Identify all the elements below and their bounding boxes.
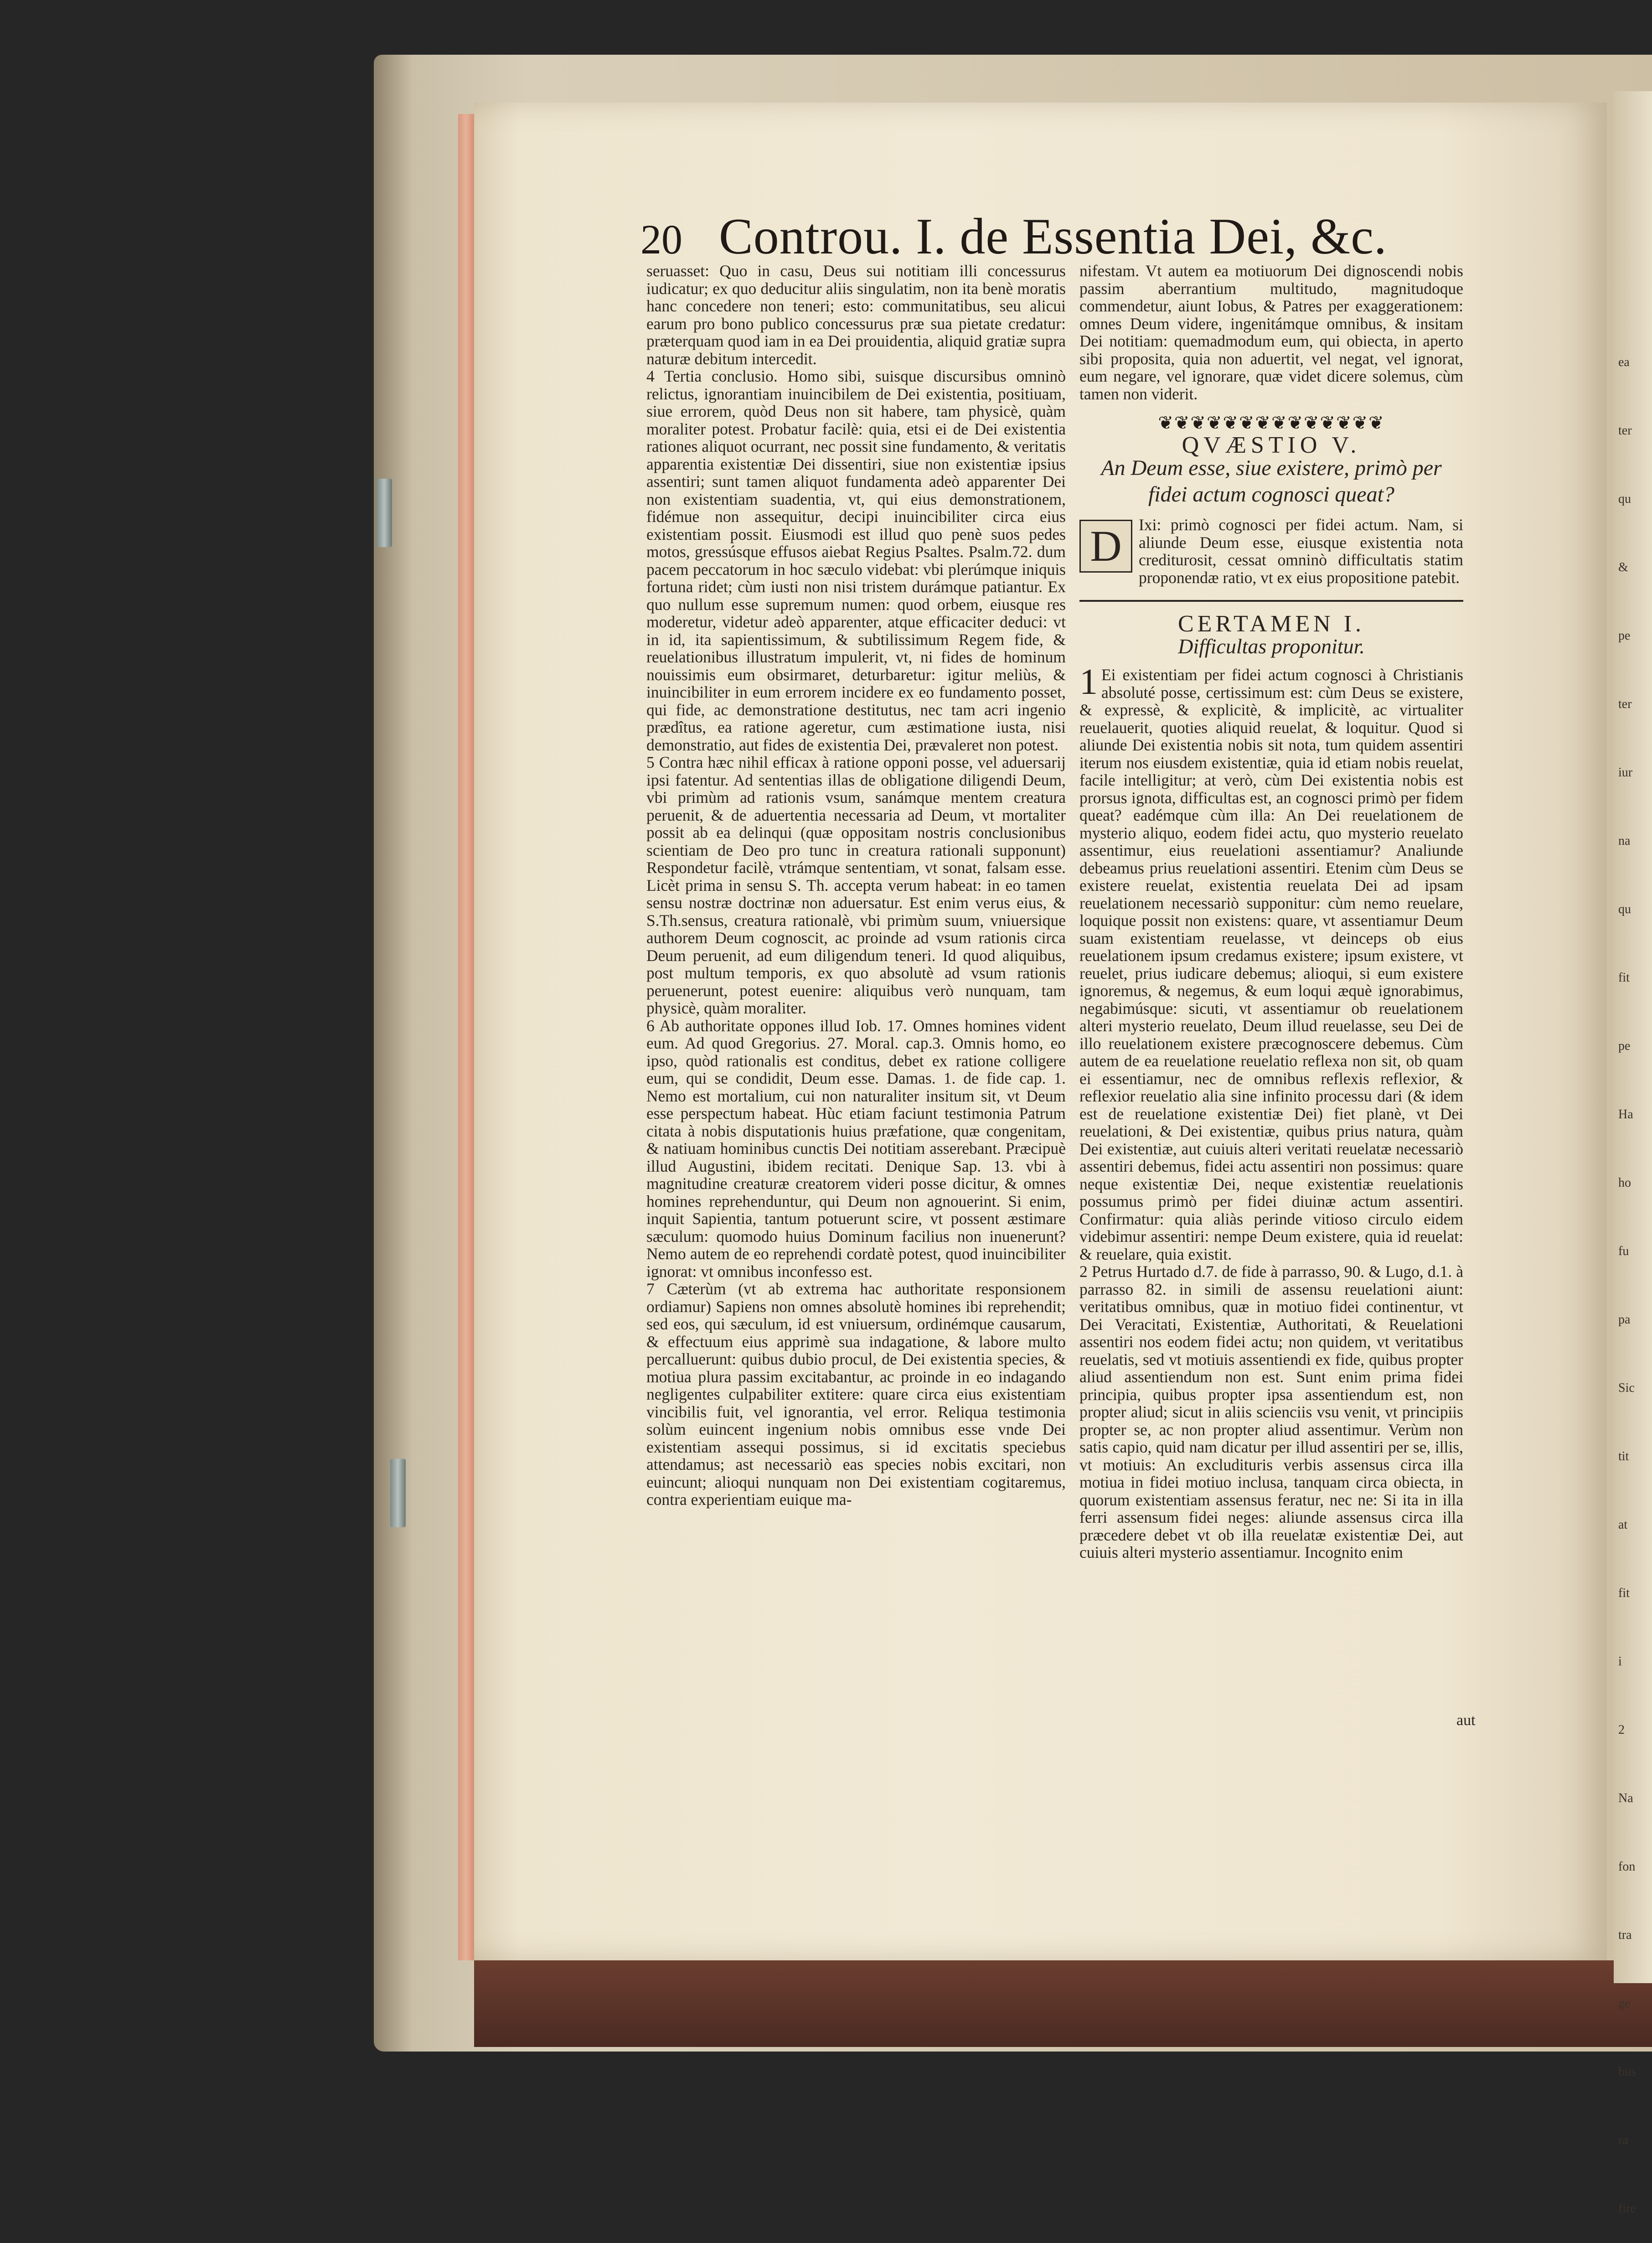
red-page-edge (458, 114, 474, 1960)
running-title: Controu. I. de Essentia Dei, &c. (719, 208, 1387, 265)
facing-page-fragment: ter (1618, 697, 1632, 711)
decorated-initial: D (1079, 520, 1132, 573)
facing-page-fragment: ge (1618, 1996, 1631, 2010)
question-text: Ixi: primò cognosci per fidei actum. Nam, si aliunde Deum esse, eiusque existentia nota crediturosit, cessat omninò difficultatis statim proponendæ ratio, vt ex eius propositione patebit. (1139, 516, 1463, 587)
facing-page-fragment: tit (1618, 1449, 1629, 1463)
page-number: 20 (640, 216, 682, 263)
paragraph-number: 1 (1079, 662, 1098, 702)
facing-page-fragment: & (1618, 560, 1628, 574)
facing-page-fragment: Sic (1618, 1381, 1635, 1395)
paragraph: 5 Contra hæc nihil efficax à ratione opponi posse, vel aduersarij ipsi fatentur. Ad sententias illas de obligatione diligendi Deum, vbi primùm ad rationis vsum, sanámque mentem creatura peruenit, & de aduertentia necessaria ad Deum, vt mortaliter possit ab ea delinqui (quæ oppositam nostris conclusionibus scientiam de Deo pro tunc in creatura rationali supponunt) Respondetur facilè, vtrámque sententiam, vt sonat, falsam esse. Licèt prima in sensu S. Th. accepta verum habeat: in eo tamen sensu nostræ doctrinæ non aduersatur. Est enim verus eius, & S.Th.sensus, creatura rationalè, vbi primùm suum, vniuersique authorem Deum cognoscit, ac proinde ad vsum rationis circa Deum peruenit, ad eum diligendum teneri. Id quod aliquibus, post multum temporis, ex quo absolutè ad vsum rationis peruenerunt, potest euenire: aliquibus verò nunquam, tam physicè, quàm moraliter. (646, 753, 1066, 1017)
question-subtitle: An Deum esse, siue existere, primò per fidei actum cognosci queat? (1101, 456, 1442, 506)
right-column (1079, 262, 1463, 1561)
question-title: QVÆSTIO V. (1182, 432, 1361, 458)
facing-page-fragment: pa (1618, 1313, 1631, 1327)
facing-page-fragment: fire (1618, 2202, 1636, 2216)
facing-page-fragment: pe (1618, 629, 1631, 643)
paragraph: nifestam. Vt autem ea motiuorum Dei dignoscendi nobis passim aberrantium multitudo, magnitudoque commendetur, aiunt Iobus, & Patres per exaggerationem: omnes Deum videre, ingenitámque omnibus, & insitam Dei notitiam: quemadmodum eum, qui obiecta, in aperto sibi proposita, quia non aduertit, vel negat, vel ignorat, eum negare, vel ignorare, quæ videt dicere solemus, cùm tamen non viderit. (1079, 262, 1463, 403)
book-bottom-board (474, 1960, 1652, 2047)
upper-clasp (377, 479, 392, 547)
paragraph: 6 Ab authoritate oppones illud Iob. 17. Omnes homines vident eum. Ad quod Gregorius. 27. Moral. cap.3. Omnis homo, eo ipso, quòd rationalis est conditus, debet ex ratione colligere eum, qui se condidit, Deum esse. Damas. 1. de fide cap. 1. Nemo est mortalium, cui non naturaliter insitum sit, vt Deum esse perspectum habeat. Hùc etiam faciunt testimonia Patrum citata à nobis disputationis huius præfatione, quæ congenitam, & natiuam hominibus cunctis Dei notitiam asserebant. Præcipuè illud Augustini, ibidem recitati. Denique Sap. 13. vbi à magnitudine creaturæ creatorem videri posse dicitur, & omnes homines reprehenduntur, qui Deum non agnouerint. Si enim, inquit Sapientia, tantum potuerunt scire, vt possent æstimare sæculum: quomodo huius Dominum facilius non inuenerunt? Nemo autem de eo reprehendi cordatè potest, quod inuincibiliter ignorat: vt omnibus inconfesso est. (646, 1016, 1066, 1281)
facing-page-fragment: ter (1618, 424, 1632, 438)
paragraph: Ei existentiam per fidei actum cognosci à Christianis absoluté posse, certissimum est: cùm Deus se existere, & expressè, & explicitè, & implicitè, ac virtualiter reuelauerit, quoties aliquid reuelat, & loquitur. Quod si aliunde Dei existentia nobis sit nota, tum quidem assentiri iterum nos eiusdem existentiæ, quia id etiam nobis reuelat, facile intelligitur; at verò, cùm Dei existentia nobis est prorsus ignota, difficultas est, an cognosci primò per fidem queat? eadémque cùm illa: An Dei reuelationem de mysterio aliquo, eodem fidei actu, quo mysterio reuelato assentimur, eius reuelationi assentiamur? Analiunde debeamus prius reuelationi assentiri. Etenim cùm Deus se existere reuelat, existentia reuelata Dei ad ipsam reuelationem necessariò supponitur: cùm nemo reuelare, loquique possit non existens: quare, vt assentiamur Deum suam existentiam reuelasse, vt deinceps ob eius reuelationem ipsum credamus existere; ipsum existere, vt reuelet, prius iudicare debemus; alioqui, si eum existere ignoremus, & negemus, & eum loqui æquè ignorabimus, negabimúsque: sicuti, vt assentiamur ob reuelationem alteri mysterio reuelato, Deum illud reuelasse, seu Dei de illo reuelationem existere præcognoscere debemus. Cùm autem de ea reuelatione reuelatio reflexa non sit, ob quam ei essentiamur, nec de omnibus reflexis reflexior, & reflexior reuelatio alia sine infinito processu dari (& idem est de reuelatione existentiæ Dei) fiet planè, vt Dei reuelationi, & Dei existentiæ, quibus prius natura, quàm Dei existentiæ, aut cuiuis alteri veritati reuelatæ necessariò assentiri debemus, fidei actu assentiri non possimus: quare neque existentiæ Dei, neque existentiæ reuelationis possumus primò per fidei diuinæ actum assentiri. Confirmatur: quia aliàs perinde vitioso circulo eidem videbimur assentiri: nempe Deum existere, quia id reuelat: & reuelare, quia existit. (1079, 666, 1463, 1263)
facing-page-fragment: ra (1618, 2133, 1628, 2147)
facing-page-fragment: fit (1618, 971, 1630, 985)
question-block (1079, 516, 1463, 586)
facing-page-fragment: i (1618, 1654, 1622, 1669)
paragraph: 2 Petrus Hurtado d.7. de fide à parrasso, 90. & Lugo, d.1. à parrasso 82. in simili de assensu reuelationi aiunt: veritatibus omnibus, quæ in motiuo fidei continentur, vt Dei Veracitati, Existentiæ, Authoritati, & Reuelationi assentiri nos eodem fidei actu; non quidem, vt veritatibus reuelatis, sed vt motiuis assentiendi ex fide, quibus propter aliud assentiendum non est. Sunt enim prima fidei principia, quibus propter ipsa assentiendum est, non propter aliud; sicut in aliis scienciis vsu venit, vt principiis propter se, ac non propter aliud assentimur. Verùm non satis capio, quid nam dicatur per illud assentiri per se, illis, vt motiuis: An excludituris verbis assensus circa illa motiua in fidei motiuo inclusa, tanquam circa obiecta, in quorum existentiam assensus feratur, nec ne: Si ita in illa ferri assensum fidei neges: aliunde assensus circa illa præcedere debet vt ob illa reuelatæ existentiæ Dei, aut cuiuis alteri mysterio assentiamur. Incognito enim (1079, 1262, 1463, 1561)
lower-clasp (390, 1459, 406, 1527)
facing-page-fragment: na (1618, 834, 1631, 848)
paragraph: 4 Tertia conclusio. Homo sibi, suisque discursibus omninò relictus, ignorantiam inuincibilem de Dei existentia, positiuam, siue errorem, quòd Deus non sit habere, tam physicè, quàm moraliter potest. Probatur facilè: quia, etsi ei de Dei existentia rationes aliquot ocurrant, nec possit sine fundamento, & veritatis apparentia existentiæ Dei dissentiri, siue non existentiæ ipsius assentiri; sunt tamen aliquot fundamenta adeò apparenter Dei non existentiam suadentia, vt, qui eius demonstrationem, fidémue non assequitur, decipi inuincibiliter circa eius existentiam possit. Eiusmodi est illud quo penè suos pedes motos, gressúsque effusos aiebat Regius Psaltes. Psalm.72. dum pacem peccatorum in hoc sæculo videbat: vbi plerúmque iniquis fortuna ridet; cùm iusti non nisi tristem durámque patiantur. Ex quo nullum esse supremum numen: quod orbem, eiusque res moderetur, videtur adeò apparenter, atque efficaciter deduci: vt in id, ita sapientissimum, & subtilissimum Regem fide, & reuelationibus illustratum impulerit, vt, ni fides de hominum nouissimis eum obsirmaret, deturbaretur: igitur meliùs, & inuincibiliter in eum errorem incidere ex eo fundamento posset, qui fide, ac demonstratione destitutus, nec tam acri ingenio prædîtus, ea ratione ageretur, cum æstimatione iusta, nisi demonstratio, aut fides de existentia Dei, prævaleret non potest. (646, 367, 1066, 754)
facing-page-fragment: Na (1618, 1791, 1633, 1805)
facing-page-fragment: Ha (1618, 1107, 1633, 1122)
paragraph: 7 Cæterùm (vt ab extrema hac authoritate responsionem ordiamur) Sapiens non omnes absolutè homines ibi reprehendit; sed eos, qui sæculum, id est vniuersum, ordinémque causarum, & effectuum eius apprimè sua indagatione, & labore multo percalluerunt: quibus dubio procul, de Dei existentia species, & motiua plura passim excitabantur, ac proinde in eo indagando negligentes culpabiliter extitere: quare circa eius existentiam vincibilis fuit, vel ignorantia, vel error. Reliqua testimonia solùm euincent ingenium nobis omnibus esse vnde Dei existentiam assequi possimus, si id excitatis speciebus attendamus; ast necessariò eas species nobis excitari, non euincunt; alioqui nunquam non Dei existentiam cogitaremus, contra experientiam euique ma- (646, 1280, 1066, 1509)
page-header (640, 207, 1388, 265)
facing-page-fragment: at (1618, 1518, 1628, 1532)
paragraph-1 (1079, 662, 1463, 1263)
facing-page-fragment: 2 (1618, 1723, 1625, 1737)
ornament-band: ❦❦❦❦❦❦❦❦❦❦❦❦❦❦ (1158, 413, 1385, 433)
paragraph: seruasset: Quo in casu, Deus sui notitiam illi concessurus iudicatur; ex quo deducitur aliis singulatim, non ita benè moratis hanc concedere non teneri; esto: communitatibus, seu alicui earum pro bono publico concessurus præ sua pietate credatur: præterquam quod iam in ea Dei prouidentia, aliquid gratiæ supra naturæ debitum intercedit. (646, 262, 1066, 368)
facing-page-fragment: qu (1618, 492, 1631, 506)
facing-page-fragment: pe (1618, 1039, 1631, 1053)
facing-page-fragment: iur (1618, 765, 1633, 780)
facing-page-edge (1614, 91, 1652, 2216)
facing-page-fragment: fon (1618, 1860, 1636, 1874)
certamen-subtitle: Difficultas proponitur. (1178, 634, 1365, 658)
facing-page-fragment: tra (1618, 1928, 1632, 1942)
certamen-title: CERTAMEN I. (1177, 611, 1365, 637)
catchword: aut (1456, 1712, 1476, 1729)
facing-page-fragment: ea (1618, 355, 1630, 369)
facing-page-fragment: qu (1618, 902, 1631, 916)
facing-page-fragment: fit (1618, 1586, 1630, 1600)
left-column (646, 262, 1066, 1509)
facing-page-fragment: bus (1618, 2065, 1636, 2079)
facing-page-fragments (1614, 91, 1652, 2243)
section-rule (1079, 600, 1463, 602)
facing-page-fragment: fu (1618, 1244, 1629, 1258)
facing-page-fragment: ho (1618, 1176, 1631, 1190)
